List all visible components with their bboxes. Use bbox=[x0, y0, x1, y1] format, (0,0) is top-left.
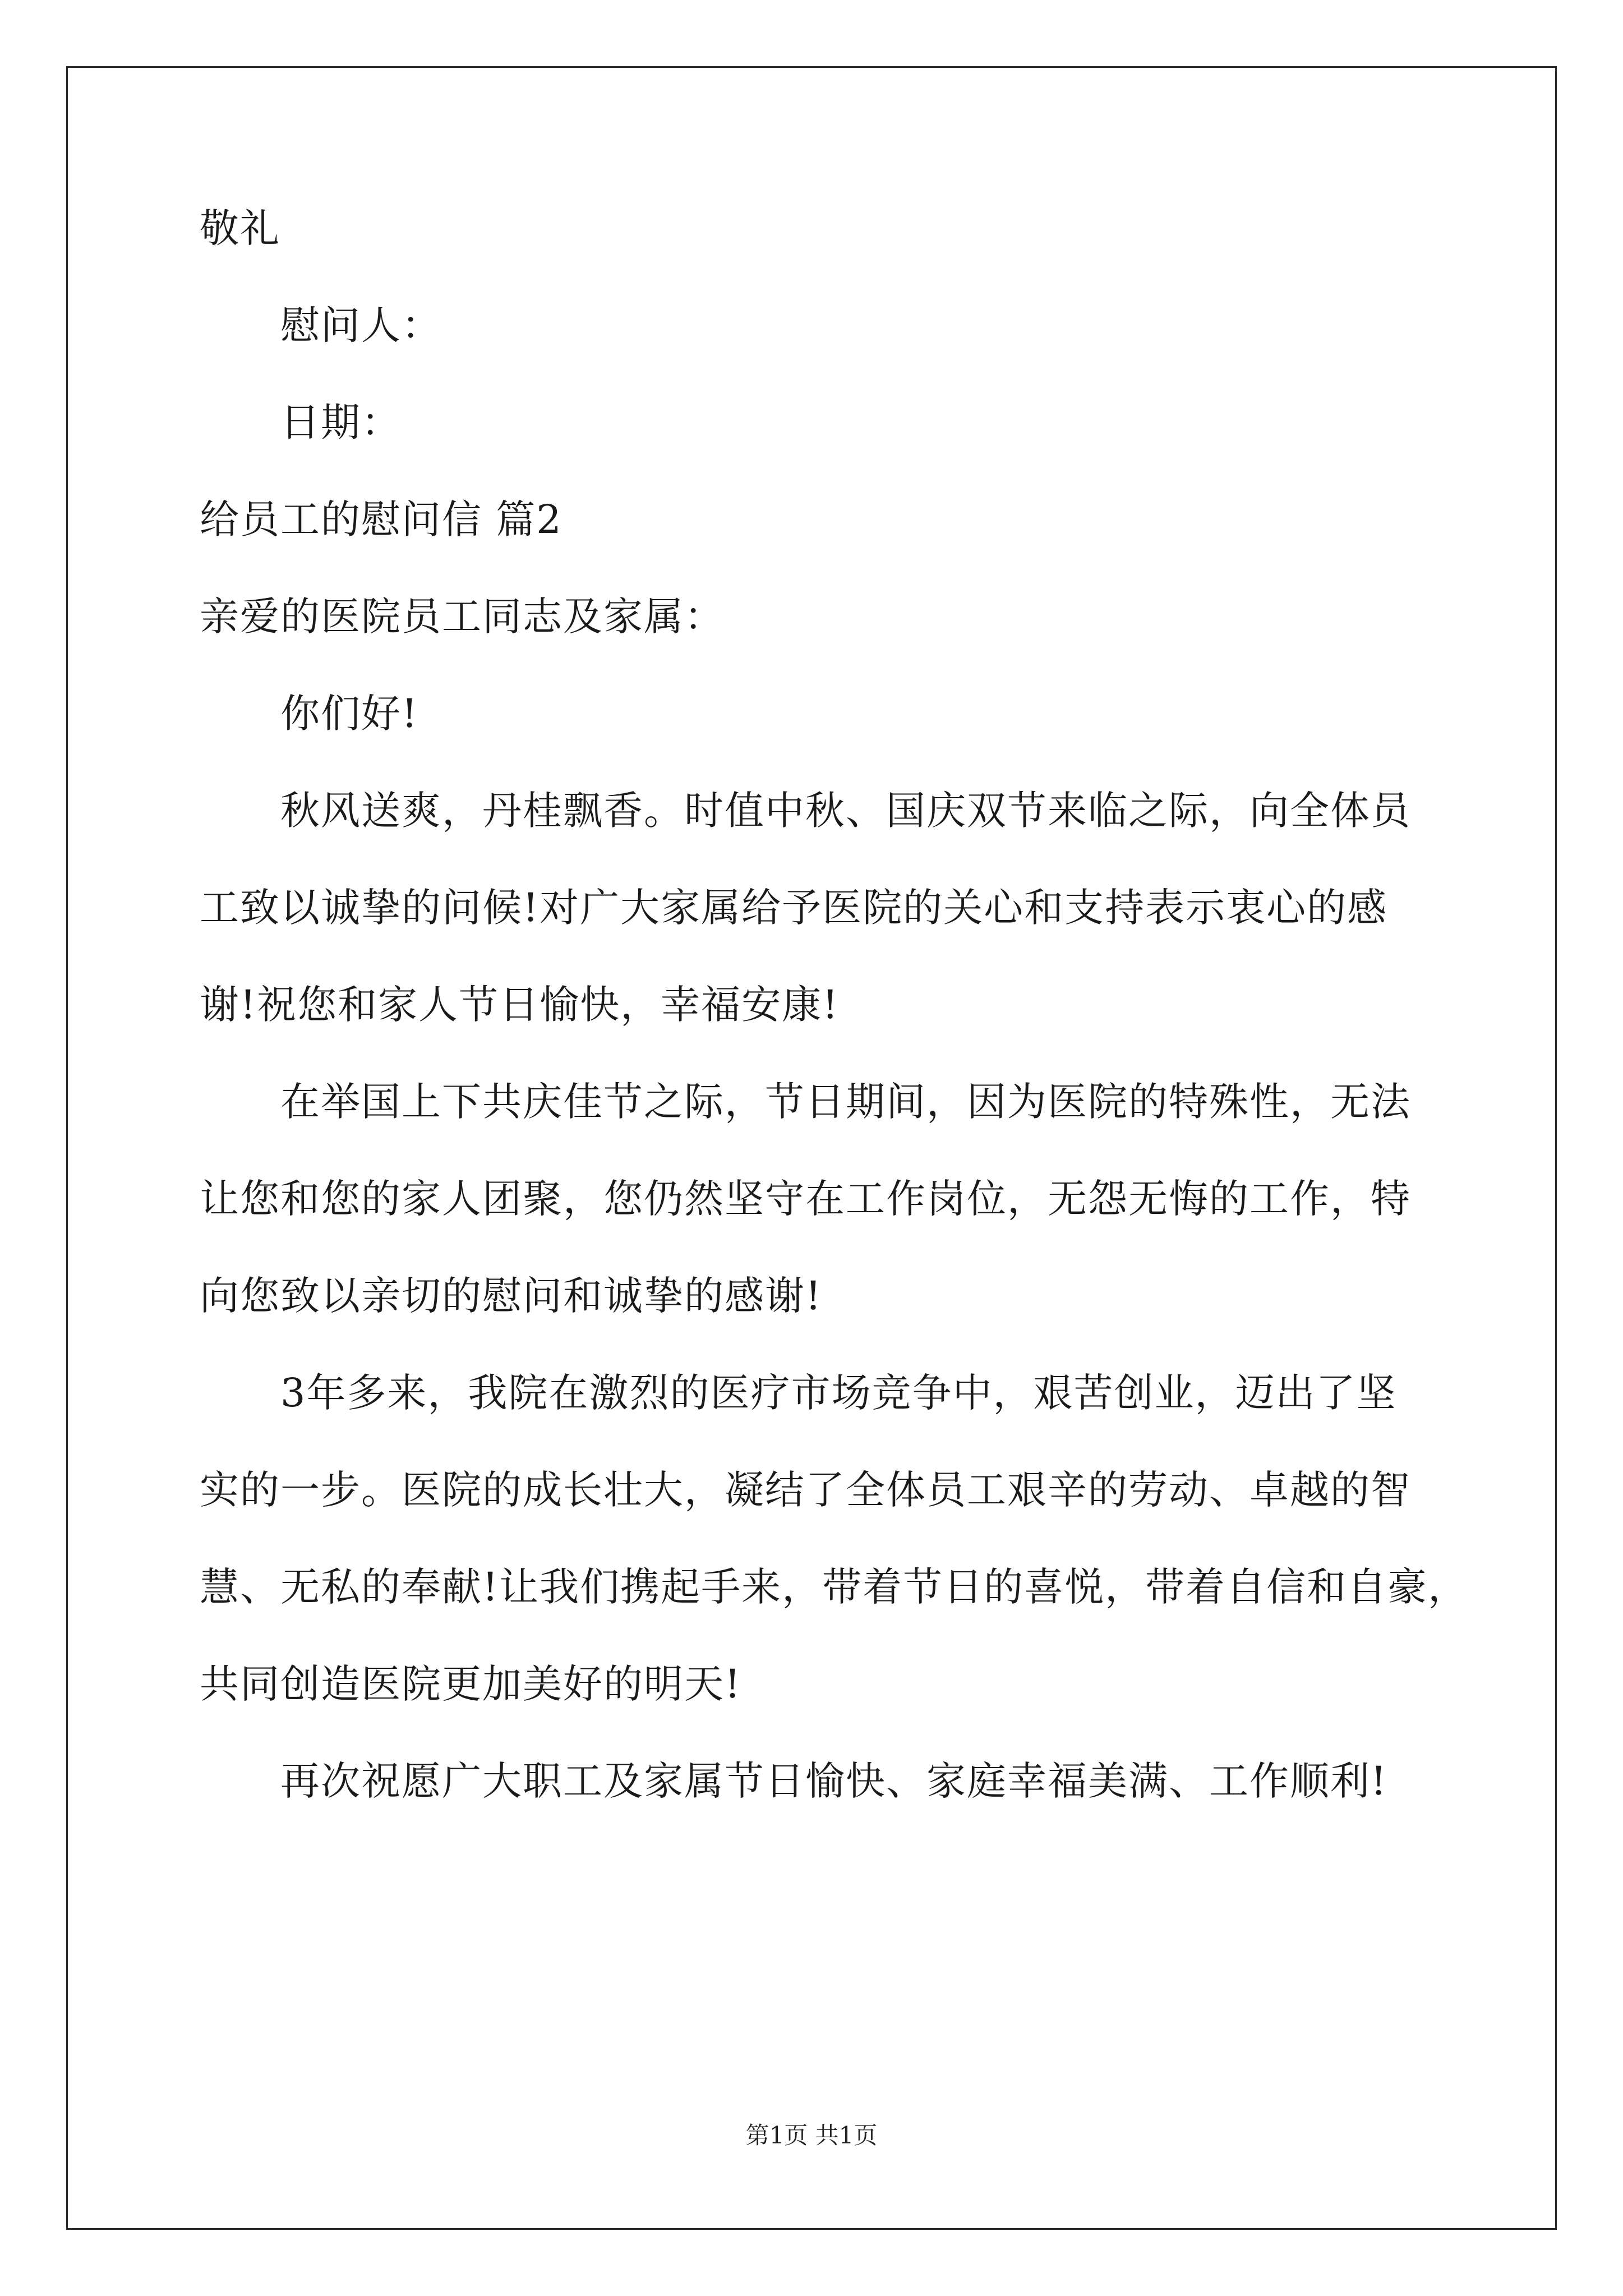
greeting-addressee: 亲爱的医院员工同志及家属： bbox=[200, 593, 725, 639]
page-footer: 第1页 共1页 bbox=[745, 2122, 878, 2149]
page-border bbox=[66, 66, 1557, 2230]
closing-wishes: 再次祝愿广大职工及家属节日愉快、家庭幸福美满、工作顺利! bbox=[280, 1758, 1388, 1804]
paragraph-line: 让您和您的家人团聚，您仍然坚守在工作岗位，无怨无悔的工作，特 bbox=[200, 1176, 1411, 1222]
paragraph-line: 3年多来，我院在激烈的医疗市场竞争中，艰苦创业，迈出了坚 bbox=[280, 1370, 1397, 1416]
sender-label: 慰问人： bbox=[280, 302, 442, 348]
paragraph-line: 共同创造医院更加美好的明天! bbox=[200, 1661, 742, 1707]
closing-salutation: 敬礼 bbox=[200, 205, 280, 251]
paragraph-line: 在举国上下共庆佳节之际，节日期间，因为医院的特殊性，无法 bbox=[280, 1079, 1411, 1125]
paragraph-line: 秋风送爽，丹桂飘香。时值中秋、国庆双节来临之际，向全体员 bbox=[280, 788, 1411, 834]
date-label: 日期： bbox=[280, 399, 402, 445]
paragraph-line: 向您致以亲切的慰问和诚挚的感谢! bbox=[200, 1273, 823, 1319]
paragraph-line: 慧、无私的奉献!让我们携起手来，带着节日的喜悦，带着自信和自豪， bbox=[200, 1564, 1469, 1610]
section-heading: 给员工的慰问信 篇2 bbox=[200, 496, 562, 542]
greeting-line: 你们好! bbox=[280, 691, 419, 737]
paragraph-line: 工致以诚挚的问候!对广大家属给予医院的关心和支持表示衷心的感 bbox=[200, 885, 1388, 931]
paragraph-line: 实的一步。医院的成长壮大，凝结了全体员工艰辛的劳动、卓越的智 bbox=[200, 1467, 1411, 1513]
paragraph-line: 谢!祝您和家人节日愉快，幸福安康! bbox=[200, 982, 840, 1028]
